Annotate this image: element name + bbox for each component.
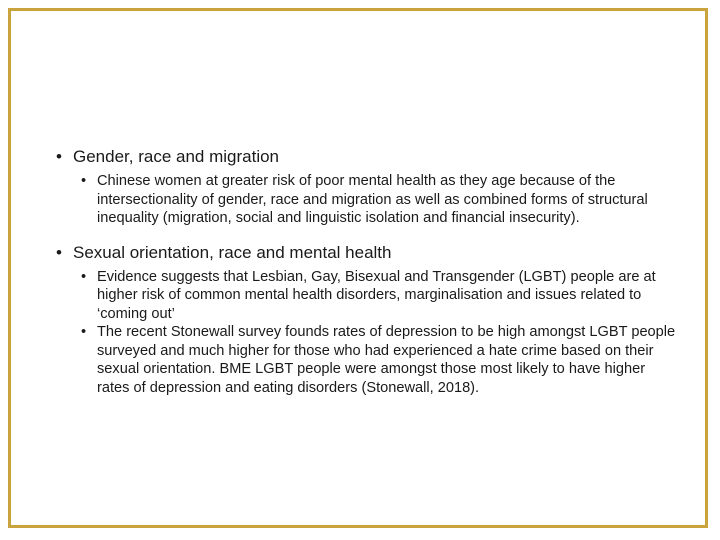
slide-content [56,146,676,397]
sub-bullet-text: Evidence suggests that Lesbian, Gay, Bisexual and Transgender (LGBT) people are at higher risk of common mental health disorders, marginalisation and issues related to ‘coming out’ [97,268,656,322]
section-sexual-orientation [56,242,676,398]
bullet-dot-icon: • [56,242,62,262]
heading-text: Sexual orientation, race and mental health [73,242,392,262]
bullet-dot-icon: • [81,173,87,189]
bullet-dot-icon: • [81,324,87,340]
section-gender-race-migration [56,146,676,228]
sub-bullets [81,172,676,228]
sub-bullets [81,268,676,398]
sub-bullet [81,323,676,397]
sub-bullet-text: Chinese women at greater risk of poor mental health as they age because of the intersectionality of gender, race and migration as well as combined forms of structural inequality (migration, social and linguistic isolation and financial insecurity). [97,173,648,226]
bullet-heading [56,146,676,168]
sub-bullet [81,268,676,324]
bullet-heading [56,242,676,264]
heading-text: Gender, race and migration [73,147,280,166]
sub-bullet [81,172,676,228]
sub-bullet-text: The recent Stonewall survey founds rates of depression to be high amongst LGBT people surveyed and much higher for those who had experienced a hate crime based on their sexual orientation. BME LGBT people were amongst those most likely to have higher rates of depression and eating disorders (Stonewall, 2018). [97,324,676,396]
bullet-dot-icon: • [81,268,87,285]
bullet-dot-icon: • [56,147,62,166]
